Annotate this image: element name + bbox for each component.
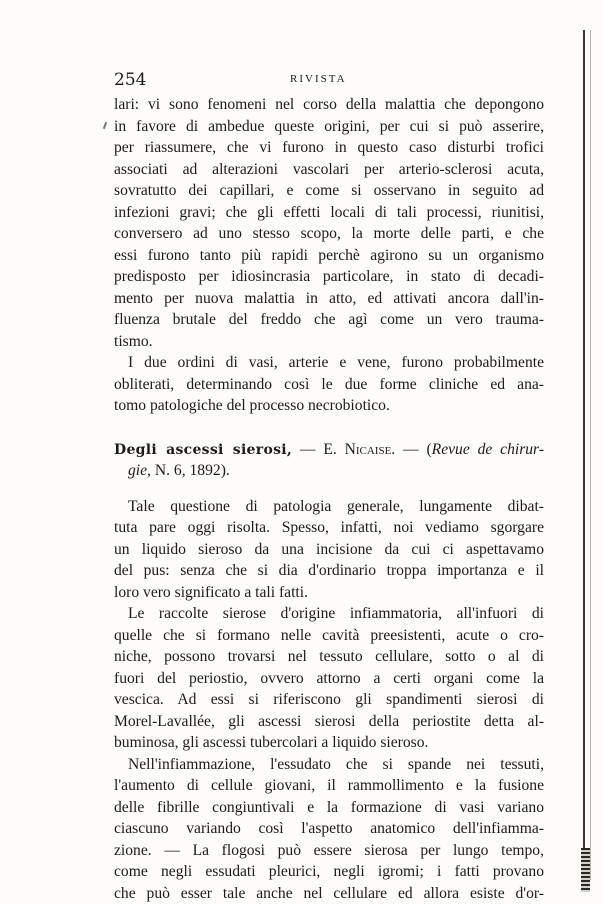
text-line: essi furono tanto più rapidi perchè agirono su un organismo xyxy=(114,245,544,267)
page-number: 254 xyxy=(114,70,146,90)
text-line: Tale questione di patologia generale, lungamente dibat- xyxy=(114,496,544,518)
page-edge-shadow xyxy=(590,30,591,880)
text-line: del pus: senza che si dia d'ordinario troppa importanza e il xyxy=(114,560,544,582)
text-line: obliterati, determinando così le due forme cliniche ed ana- xyxy=(114,374,544,396)
text-line: delle fibrille congiuntivali e la formazione di vasi variano xyxy=(114,797,544,819)
text-line: Morel-Lavallée, gli ascessi sierosi della periostite detta al- xyxy=(114,711,544,733)
text-line: conversero ad uno stesso scopo, la morte delle parti, e che xyxy=(114,223,544,245)
text-line: predisposto per idiosincrasia particolare, in stato di decadi- xyxy=(114,266,544,288)
text-line: l'aumento di cellule giovani, il rammollimento e la fusione xyxy=(114,775,544,797)
text-line: ciascuno variando così l'aspetto anatomico dell'infiamma- xyxy=(114,818,544,840)
paragraph-5 xyxy=(114,754,544,904)
text-line: mento per nuova malattia in atto, ed attivati ancora dall'in- xyxy=(114,288,544,310)
text-line: Le raccolte sierose d'origine infiammatoria, all'infuori di xyxy=(114,603,544,625)
citation-info: N. 6, 1892). xyxy=(151,462,230,479)
text-line: che può esser tale anche nel cellulare ed allora esiste d'or- xyxy=(114,883,544,904)
text-line: per riassumere, che vi furono in questo caso disturbi trofici xyxy=(114,137,544,159)
text-line: niche, possono trovarsi nel tessuto cellulare, sotto o al di xyxy=(114,646,544,668)
text-line: sovratutto dei capillari, e come si osservano in seguito ad xyxy=(114,180,544,202)
article-heading-line-1 xyxy=(114,439,544,461)
text-line: vescica. Ad essi si riferiscono gli spandimenti sierosi di xyxy=(114,689,544,711)
paragraph-3 xyxy=(114,496,544,604)
binding-edge-mark xyxy=(581,848,590,892)
article-author: Nicaise. xyxy=(345,441,396,458)
article-heading-line-2 xyxy=(114,460,544,482)
text-line: loro vero significato a tali fatti. xyxy=(114,582,544,604)
page-edge-line xyxy=(583,30,585,880)
margin-mark xyxy=(103,122,107,129)
text-line: fuori del periostio, ovvero attorno a certi organi come la xyxy=(114,668,544,690)
section-gap xyxy=(114,482,544,496)
page-header xyxy=(114,70,544,92)
paragraph-2 xyxy=(114,352,544,417)
journal-name-continued: gie, xyxy=(128,462,151,479)
text-line: fluenza brutale del freddo che agì come un vero trauma- xyxy=(114,309,544,331)
text-line: tuta pare oggi risolta. Spesso, infatti, noi vediamo sgorgare xyxy=(114,517,544,539)
text-line: zione. — La flogosi può essere sierosa per lungo tempo, xyxy=(114,840,544,862)
text-line: tismo. xyxy=(114,331,544,353)
paragraph-4 xyxy=(114,603,544,754)
running-head: RIVISTA xyxy=(290,73,347,85)
journal-name: Revue de chirur- xyxy=(432,441,544,458)
text-line: quelle che si formano nelle cavità preesistenti, acute o cro- xyxy=(114,625,544,647)
text-line: un liquido sieroso da una incisione da cui ci aspettavamo xyxy=(114,539,544,561)
text-line: lari: vi sono fenomeni nel corso della malattia che depongono xyxy=(114,94,544,116)
page-body xyxy=(114,94,544,904)
text-line: infezioni gravi; che gli effetti locali di tali processi, riunitisi, xyxy=(114,202,544,224)
article-title: Degli ascessi sierosi, xyxy=(114,442,292,458)
text-line: I due ordini di vasi, arterie e vene, furono probabilmente xyxy=(114,352,544,374)
paragraph-1 xyxy=(114,94,544,352)
heading-dash: — E. xyxy=(292,441,345,458)
article-heading xyxy=(114,439,544,482)
text-line: Nell'infiammazione, l'essudato che si spande nei tessuti, xyxy=(114,754,544,776)
text-line: in favore di ambedue queste origini, per cui si può asserire, xyxy=(114,116,544,138)
text-line: buminosa, gli ascessi tubercolari a liquido sieroso. xyxy=(114,732,544,754)
section-gap xyxy=(114,417,544,439)
text-line: associati ad alterazioni vascolari per arterio-sclerosi acuta, xyxy=(114,159,544,181)
text-line: come negli essudati pleurici, negli igromi; i fatti provano xyxy=(114,861,544,883)
heading-dash: — ( xyxy=(395,441,431,458)
text-line: tomo patologiche del processo necrobiotico. xyxy=(114,395,544,417)
